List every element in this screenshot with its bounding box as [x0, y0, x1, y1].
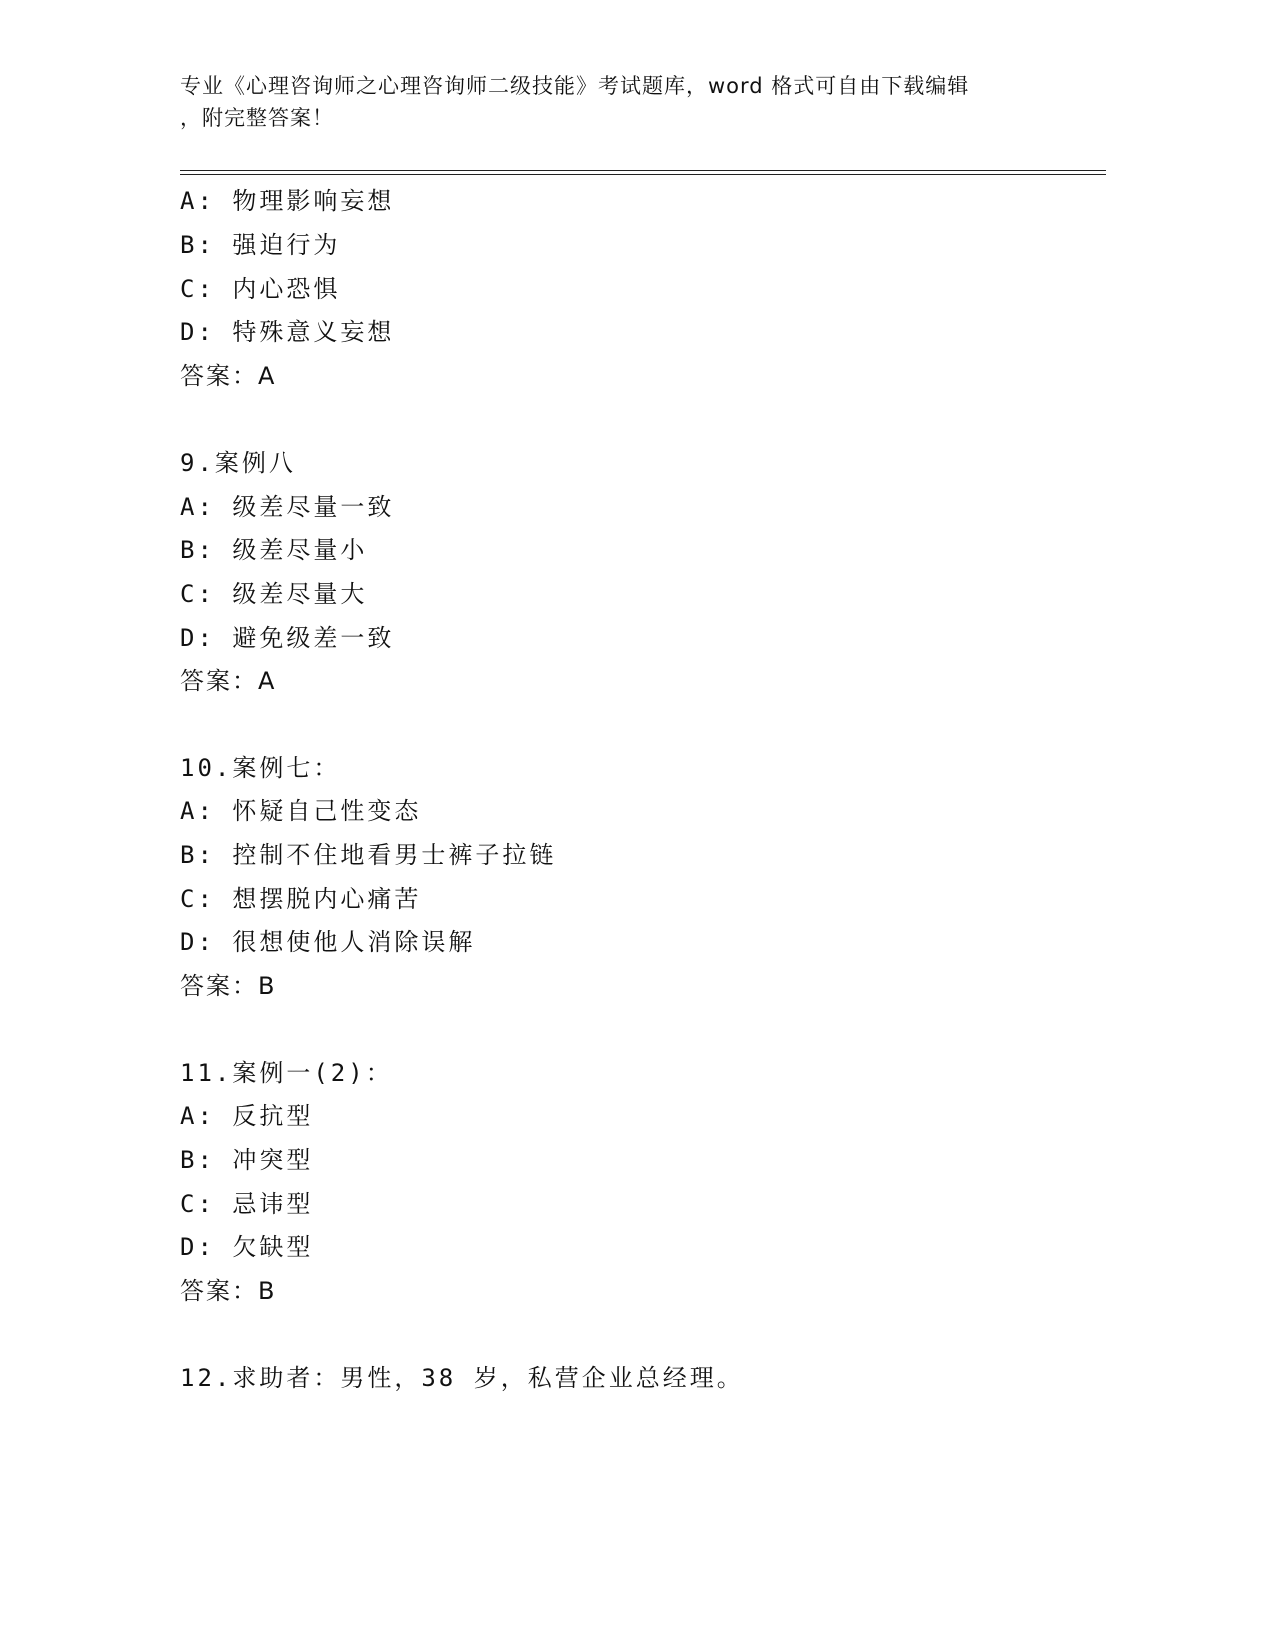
option-b: B: 强迫行为 [180, 231, 341, 259]
option-c: C: 内心恐惧 [180, 275, 341, 303]
option-b: B: 级差尽量小 [180, 536, 368, 564]
option-a: A: 物理影响妄想 [180, 187, 395, 215]
option-d: D: 欠缺型 [180, 1233, 314, 1261]
question-title: 12.求助者：男性，38 岁，私营企业总经理。 [180, 1364, 744, 1392]
question-title: 11.案例一(2)： [180, 1059, 393, 1087]
option-b: B: 冲突型 [180, 1146, 314, 1174]
option-a: A: 怀疑自己性变态 [180, 797, 422, 825]
header-divider-top [180, 170, 1106, 171]
option-a: A: 级差尽量一致 [180, 493, 395, 521]
question-title: 10.案例七： [180, 754, 341, 782]
header-divider-bottom [180, 174, 1106, 175]
option-c: C: 忌讳型 [180, 1190, 314, 1218]
answer-line: 答案：B [180, 1277, 277, 1305]
answer-line: 答案：B [180, 972, 277, 1000]
document-header [180, 70, 1040, 134]
option-a: A: 反抗型 [180, 1102, 314, 1130]
header-line-1: 专业《心理咨询师之心理咨询师二级技能》考试题库，word 格式可自由下载编辑 [180, 74, 970, 98]
header-line-2: ，附完整答案！ [180, 106, 334, 130]
answer-line: 答案：A [180, 362, 277, 390]
option-d: D: 很想使他人消除误解 [180, 928, 476, 956]
answer-line: 答案：A [180, 667, 277, 695]
option-b: B: 控制不住地看男士裤子拉链 [180, 841, 557, 869]
option-c: C: 级差尽量大 [180, 580, 368, 608]
option-d: D: 特殊意义妄想 [180, 318, 395, 346]
option-c: C: 想摆脱内心痛苦 [180, 885, 422, 913]
question-title: 9.案例八 [180, 449, 296, 477]
option-d: D: 避免级差一致 [180, 624, 395, 652]
